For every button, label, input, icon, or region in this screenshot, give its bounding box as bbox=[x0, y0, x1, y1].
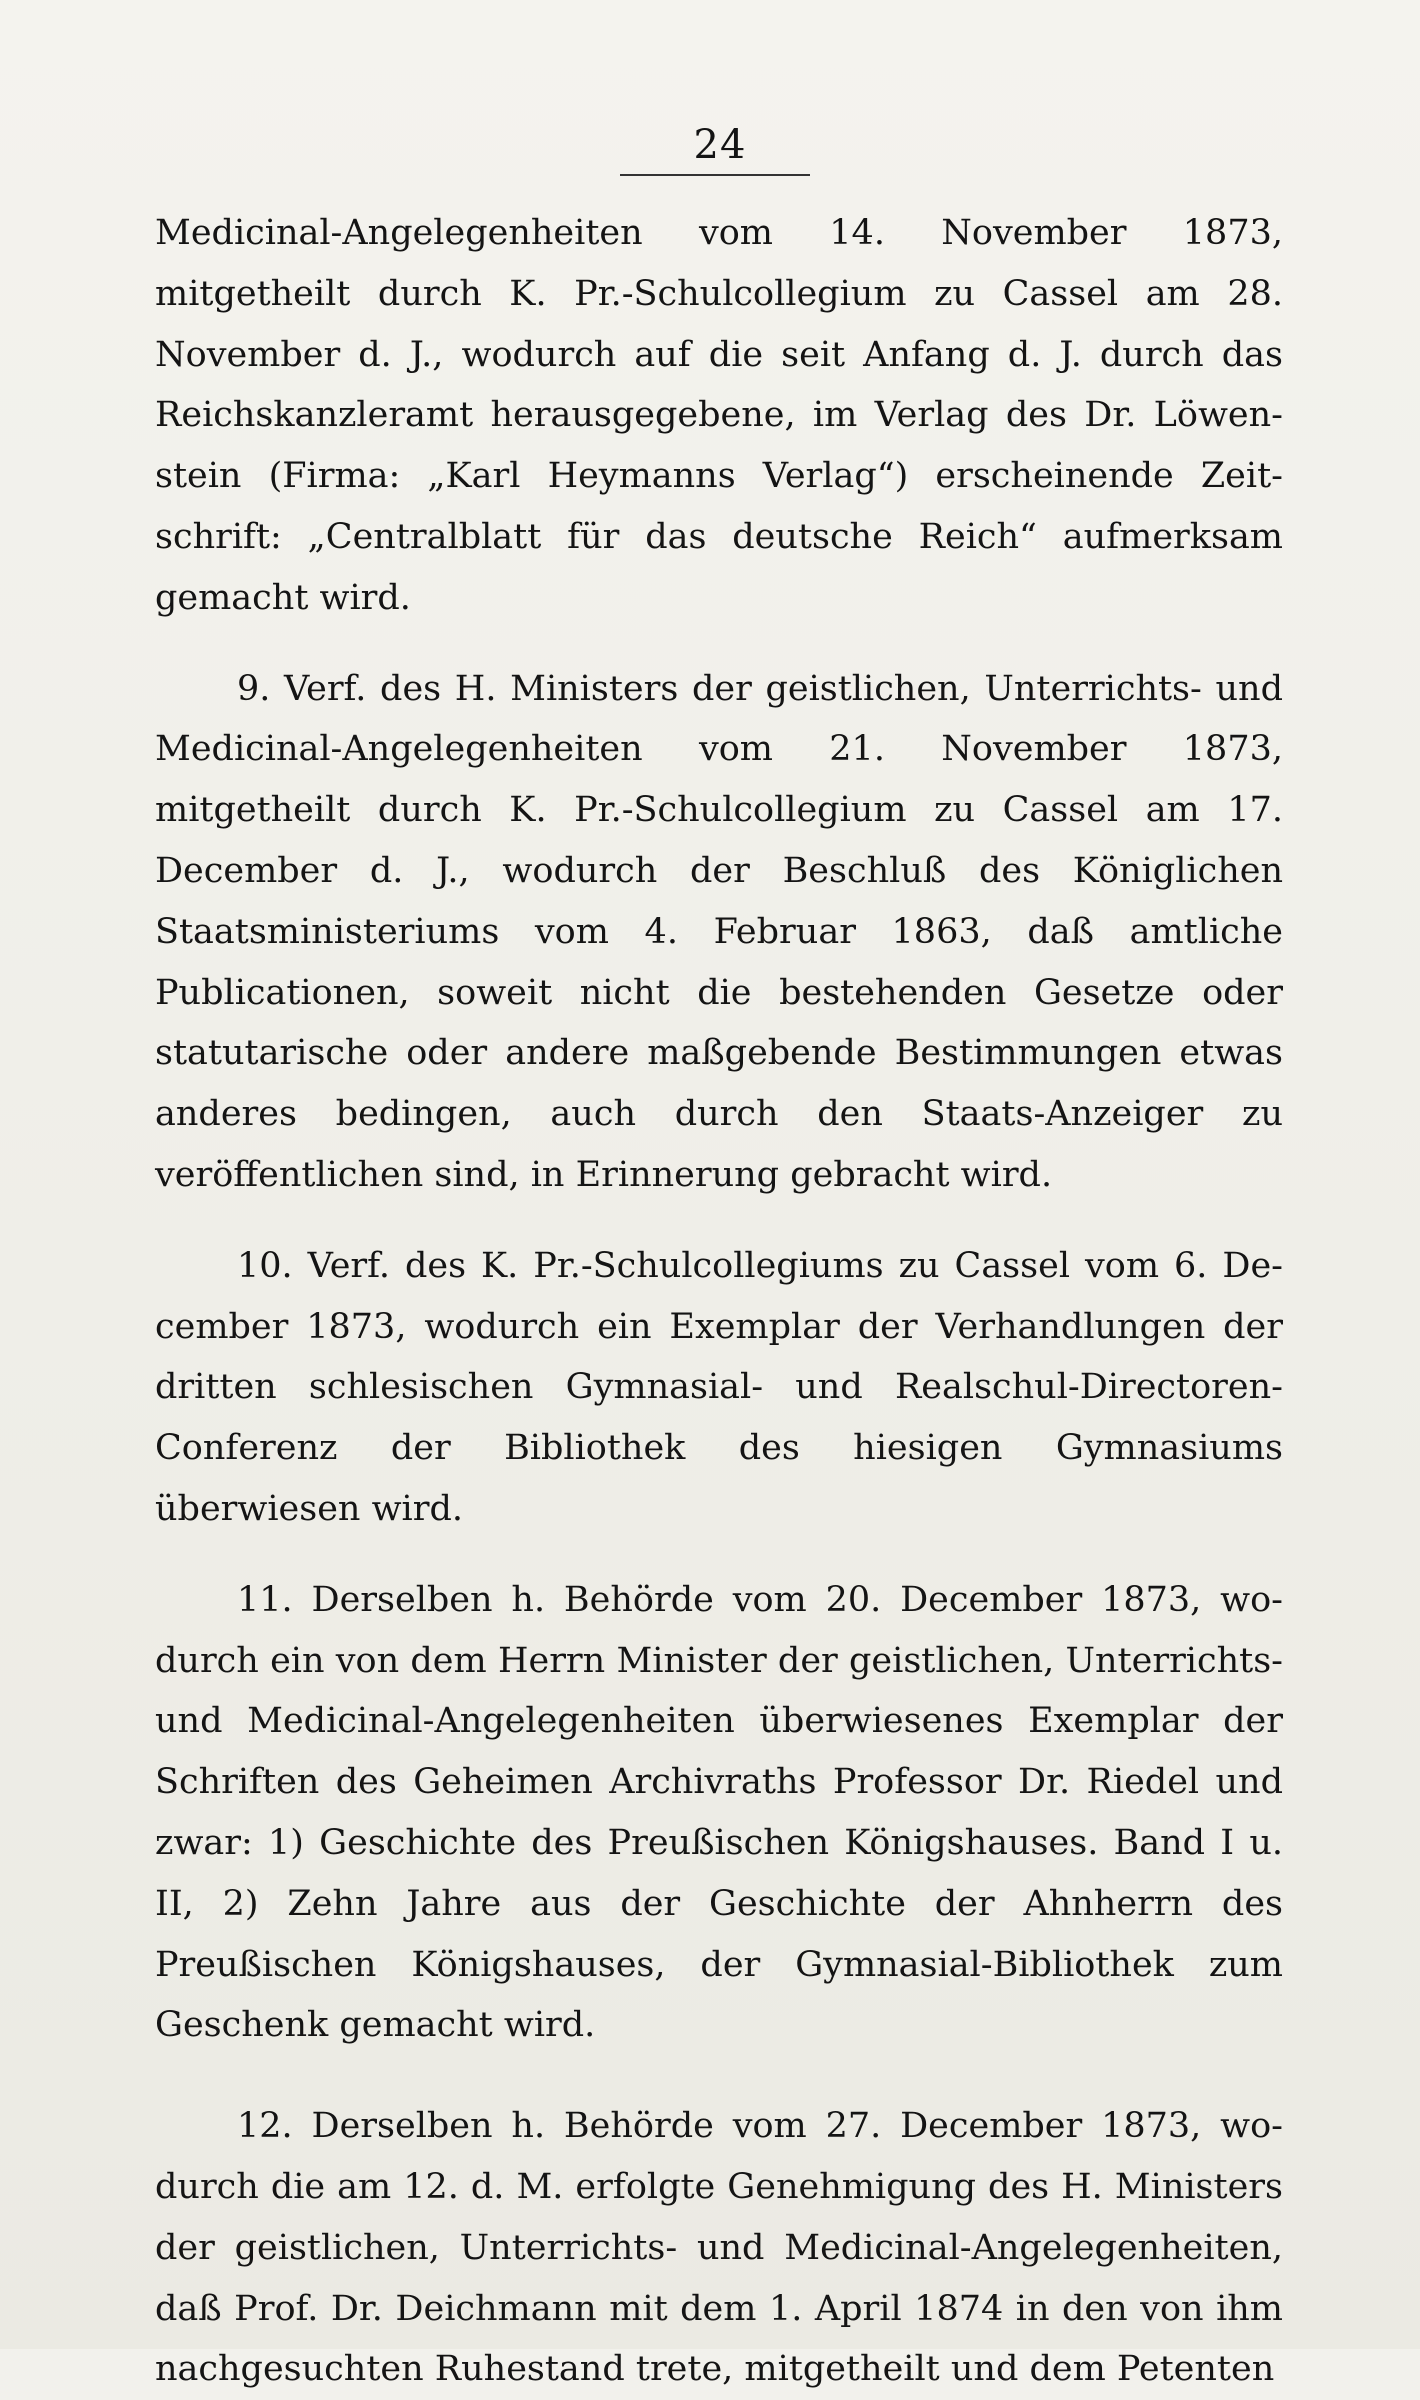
page-number-rule bbox=[620, 174, 810, 176]
paragraph-item-12: 12. Derselben h. Behörde vom 27. December 1873, wodurch die am 12. d. M. erfolgte Genehmigung des H. Ministers der geistlichen, Unterrichts- und Medicinal-Angelegenheiten, daß Prof. Dr. Deichmann mit dem 1. April 1874 in den von ihm nachgesuchten Ruhestand trete, mitgetheilt und dem Petenten bbox=[155, 2106, 1283, 2390]
paragraph-item-9: 9. Verf. des H. Ministers der geistlichen, Unterrichts- und Medicinal-Angelegenheiten vom 21. November 1873, mitgetheilt durch K. Pr.-Schulcollegium zu Cassel am 17. December d. J., wodurch der Beschluß des Königlichen Staatsministeriums vom 4. Februar 1863, daß amtliche Publicationen, soweit nicht die bestehenden Gesetze oder statutarische oder andere maßgebende Bestimmungen etwas anderes bedingen, auch durch den Staats-Anzeiger zu veröffentlichen sind, in Erinnerung gebracht wird. bbox=[155, 668, 1283, 1195]
paragraph-item-10: 10. Verf. des K. Pr.-Schulcollegiums zu Cassel vom 6. December 1873, wodurch ein Exemplar der Verhandlungen der dritten schlesischen Gymnasial- und Realschul-Directoren-Conferenz der Bibliothek des hiesigen Gymnasiums überwiesen wird. bbox=[155, 1245, 1283, 1529]
paragraph-item-11: 11. Derselben h. Behörde vom 20. December 1873, wodurch ein von dem Herrn Minister der geistlichen, Unterrichts- und Medicinal-Angelegenheiten überwiesenes Exemplar der Schriften des Geheimen Archivraths Professor Dr. Riedel und zwar: 1) Geschichte des Preußischen Königshauses. Band I u. II, 2) Zehn Jahre aus der Geschichte der Ahnherrn des Preußischen Königshauses, der Gymnasial-Bibliothek zum Geschenk gemacht wird. bbox=[155, 1579, 1283, 2046]
paragraph-continuation: Medicinal-Angelegenheiten vom 14. November 1873, mitgetheilt durch K. Pr.-Schulcollegium zu Cassel am 28. November d. J., wodurch auf die seit Anfang d. J. durch das Reichskanzleramt herausgegebene, im Verlag des Dr. Löwenstein (Firma: „Karl Heymanns Verlag“) erscheinende Zeitschrift: „Centralblatt für das deutsche Reich“ aufmerksam gemacht wird. bbox=[155, 213, 1283, 618]
body-text bbox=[155, 203, 1283, 2400]
page-number: 24 bbox=[693, 122, 747, 168]
